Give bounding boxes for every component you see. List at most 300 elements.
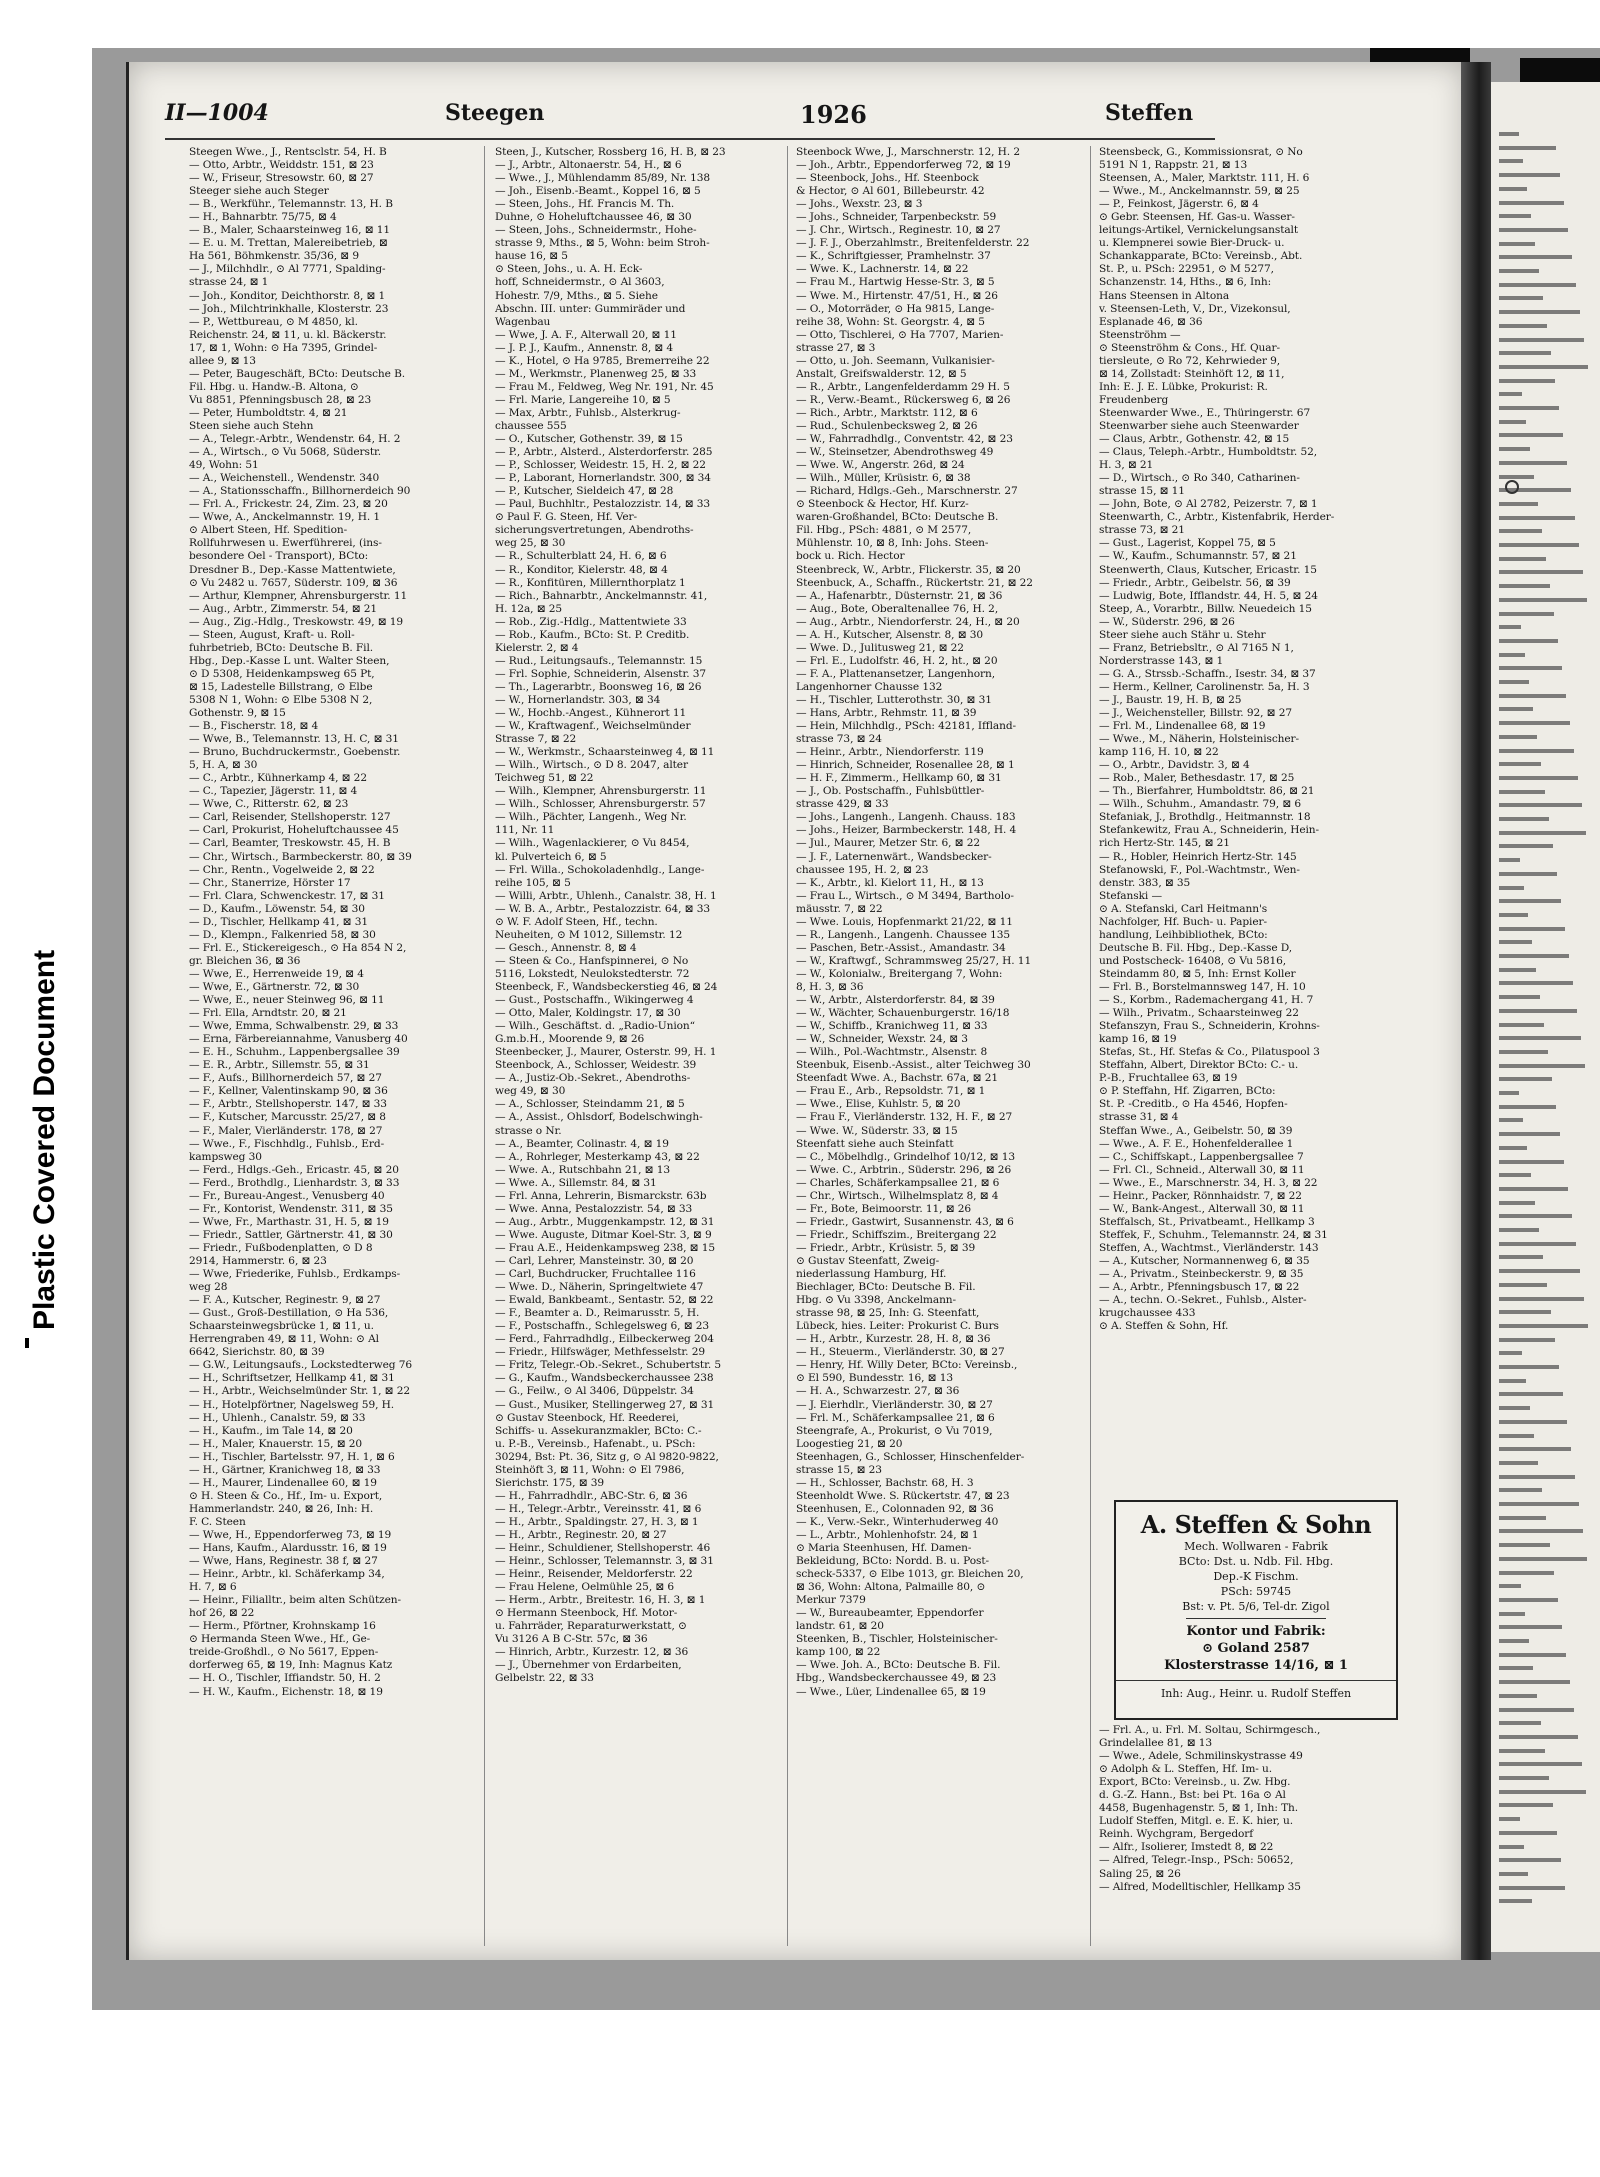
directory-entry-line: Fil. Hbg. u. Handw.-B. Altona, ⊙	[189, 380, 359, 393]
directory-entry-line: kamp 116, H. 10, ⊠ 22	[1099, 746, 1219, 759]
directory-entry-line: — Wwe. M., Hirtenstr. 47/51, H., ⊠ 26	[796, 289, 998, 302]
adjacent-page-text-fragment	[1499, 201, 1564, 205]
directory-entry-line: H. 7, ⊠ 6	[189, 1581, 237, 1594]
directory-entry-line: — Gust., Postschaffn., Wikingerweg 4	[495, 994, 694, 1007]
adjacent-page-text-fragment	[1499, 1776, 1549, 1780]
adjacent-page-text-fragment	[1499, 1187, 1568, 1191]
directory-entry-line: — H., Arbtr., Spaldingstr. 27, H. 3, ⊠ 1	[495, 1515, 699, 1528]
adjacent-page-text-fragment	[1499, 1708, 1574, 1712]
directory-entry-line: strasse 73, ⊠ 24	[796, 733, 882, 746]
adjacent-page-text-fragment	[1499, 1666, 1533, 1670]
directory-entry-line: — Carl, Prokurist, Hoheluftchaussee 45	[189, 824, 399, 837]
adjacent-page-text-fragment	[1499, 1365, 1559, 1369]
directory-entry-line: — R., Langenh., Langenh. Chaussee 135	[796, 928, 1010, 941]
directory-entry-line: — Ludwig, Bote, Ifflandstr. 44, H. 5, ⊠ 24	[1099, 589, 1318, 602]
directory-entry-line: — Max, Arbtr., Fuhlsb., Alsterkrug-	[495, 406, 681, 419]
adjacent-page-text-fragment	[1499, 762, 1541, 766]
directory-entry-line: — W. B. A., Arbtr., Pestalozzistr. 64, ⊠ 33	[495, 902, 710, 915]
directory-entry-line: — Ferd., Brothdlg., Lienhardstr. 3, ⊠ 33	[189, 1176, 400, 1189]
directory-entry-line: Steffahn, Albert, Direktor BCto: C.- u.	[1099, 1059, 1299, 1072]
adjacent-page-text-fragment	[1499, 1118, 1523, 1122]
directory-entry-line: — W., Werkmstr., Schaarsteinweg 4, ⊠ 11	[495, 746, 715, 759]
directory-entry-line: weg 28	[189, 1281, 228, 1294]
directory-entry-line: ⊙ Paul F. G. Steen, Hf. Ver-	[495, 511, 637, 524]
directory-column-1	[189, 146, 472, 1699]
directory-entry-line: — W., Hornerlandstr. 303, ⊠ 34	[495, 693, 661, 706]
directory-entry-line: — Richard, Hdlgs.-Geh., Marschnerstr. 27	[796, 485, 1018, 498]
directory-entry-line: Steffek, F., Schuhm., Telemannstr. 24, ⊠ 31	[1099, 1228, 1328, 1241]
directory-entry-line: Stefankewitz, Frau A., Schneiderin, Hein-	[1099, 824, 1319, 837]
directory-entry-line: — Wwe, Friederike, Fuhlsb., Erdkamps-	[189, 1268, 401, 1281]
directory-entry-line: ⊙ Steenbock & Hector, Hf. Kurz-	[796, 498, 969, 511]
directory-entry-line: — Friedr., Sattler, Gärtnerstr. 41, ⊠ 30	[189, 1228, 393, 1241]
directory-column-2	[495, 146, 778, 1686]
adjacent-page-text-fragment	[1499, 1598, 1558, 1602]
directory-entry-line: Dresdner B., Dep.-Kasse Mattentwiete,	[189, 563, 396, 576]
adjacent-page-text-fragment	[1499, 324, 1547, 328]
directory-entry-line: — E. R., Arbtr., Sillemstr. 55, ⊠ 31	[189, 1059, 370, 1072]
directory-entry-line: strasse 15, ⊠ 11	[1099, 485, 1185, 498]
directory-entry-line: — Frl. Marie, Langereihe 10, ⊠ 5	[495, 393, 671, 406]
directory-entry-line: — Otto, Arbtr., Weiddstr. 151, ⊠ 23	[189, 159, 374, 172]
adjacent-page-text-fragment	[1499, 639, 1558, 643]
directory-entry-line: — Peter, Humboldtstr. 4, ⊠ 21	[189, 406, 348, 419]
directory-entry-line: — R., Konfitüren, Millernthorplatz 1	[495, 576, 686, 589]
directory-entry-line: — Frl. A., Frickestr. 24, Zim. 23, ⊠ 20	[189, 498, 388, 511]
directory-entry-line: — H., Tischler, Bartelsstr. 97, H. 1, ⊠ 6	[189, 1450, 395, 1463]
directory-entry-line: — Wwe. D., Näherin, Springeltwiete 47	[495, 1281, 704, 1294]
directory-entry-line: dorferweg 65, ⊠ 19, Inh: Magnus Katz	[189, 1659, 393, 1672]
directory-entry-line: — H., Gärtner, Kranichweg 18, ⊠ 33	[189, 1463, 381, 1476]
directory-entry-line: — A., Assist., Ohlsdorf, Bodelschwingh-	[495, 1111, 703, 1124]
directory-entry-line: — Wwe., Elise, Kuhlstr. 5, ⊠ 20	[796, 1098, 961, 1111]
adjacent-page-text-fragment	[1499, 1584, 1521, 1588]
directory-entry-line: — H., Telegr.-Arbtr., Vereinsstr. 41, ⊠ 6	[495, 1502, 702, 1515]
directory-entry-line: — W., Kolonialw., Breitergang 7, Wohn:	[796, 967, 1003, 980]
adjacent-page-text-fragment	[1499, 858, 1520, 862]
book-gutter	[1461, 62, 1491, 1960]
directory-entry-line: — Heinr., Filialltr., beim alten Schützen-	[189, 1594, 401, 1607]
directory-entry-line: — Hans, Kaufm., Alardusstr. 16, ⊠ 19	[189, 1542, 387, 1555]
directory-entry-line: denstr. 383, ⊠ 35	[1099, 876, 1191, 889]
adjacent-page-text-fragment	[1499, 255, 1572, 259]
directory-entry-line: — Peter, Baugeschäft, BCto: Deutsche B.	[189, 367, 406, 380]
directory-entry-line: Steenbock Wwe, J., Marschnerstr. 12, H. 2	[796, 146, 1020, 158]
directory-entry-line: — W., Steinsetzer, Abendrothsweg 49	[796, 446, 994, 459]
directory-entry-line: — R., Hobler, Heinrich Hertz-Str. 145	[1099, 850, 1297, 863]
directory-entry-line: — H., Maurer, Lindenallee 60, ⊠ 19	[189, 1476, 377, 1489]
adjacent-page-text-fragment	[1499, 666, 1562, 670]
directory-entry-line: — Wwe. Anna, Pestalozzistr. 54, ⊠ 33	[495, 1202, 693, 1215]
directory-entry-line: 2914, Hammerstr. 6, ⊠ 23	[189, 1254, 327, 1267]
directory-entry-line: — A., Hafenarbtr., Düsternstr. 21, ⊠ 36	[796, 589, 1003, 602]
directory-entry-line: — F. A., Plattenansetzer, Langenhorn,	[796, 667, 995, 680]
directory-entry-line: — R., Arbtr., Langenfelderdamm 29 H. 5	[796, 380, 1010, 393]
directory-column-4	[1099, 146, 1399, 1333]
directory-entry-line: Bekleidung, BCto: Nordd. B. u. Post-	[796, 1555, 989, 1568]
directory-entry-line: — F., Kellner, Valentinskamp 90, ⊠ 36	[189, 1085, 388, 1098]
directory-entry-line: Hohestr. 7/9, Mths., ⊠ 5. Siehe	[495, 289, 658, 302]
directory-entry-line: strasse 15, ⊠ 23	[796, 1463, 882, 1476]
directory-entry-line: u. Fahrräder, Reparaturwerkstatt, ⊙	[495, 1620, 687, 1633]
directory-entry-line: — Carl, Lehrer, Mansteinstr. 30, ⊠ 20	[495, 1254, 694, 1267]
advertisement-box	[1114, 1500, 1398, 1720]
adjacent-page-text-fragment	[1499, 529, 1542, 533]
directory-entry-line: strasse 24, ⊠ 1	[189, 276, 269, 289]
adjacent-page-text-fragment	[1499, 516, 1575, 520]
directory-entry-line: ⊙ Adolph & L. Steffen, Hf. Im- u.	[1099, 1763, 1273, 1776]
adjacent-page-text-fragment	[1499, 1749, 1545, 1753]
directory-entry-line: — Frau M., Feldweg, Weg Nr. 191, Nr. 45	[495, 380, 714, 393]
adjacent-page-text-fragment	[1499, 1790, 1586, 1794]
directory-entry-line: — Paschen, Betr.-Assist., Amandastr. 34	[796, 941, 1006, 954]
adjacent-page-text-fragment	[1499, 132, 1519, 136]
directory-entry-line: landstr. 61, ⊠ 20	[796, 1620, 884, 1633]
adjacent-page-text-fragment	[1499, 392, 1522, 396]
directory-entry-line: — Frau F., Vierländerstr. 132, H. F., ⊠ 27	[796, 1111, 1013, 1124]
directory-entry-line: kampsweg 30	[189, 1150, 262, 1163]
directory-entry-line: — Otto, Maler, Koldingstr. 17, ⊠ 30	[495, 1007, 681, 1020]
directory-entry-line: St. P. -Creditb., ⊙ Ha 4546, Hopfen-	[1099, 1098, 1288, 1111]
directory-entry-line: — Wwe, Hans, Reginestr. 38 f, ⊠ 27	[189, 1555, 378, 1568]
directory-entry-line: — Wwe. Joh. A., BCto: Deutsche B. Fil.	[796, 1659, 1001, 1672]
adjacent-page-text-fragment	[1499, 927, 1565, 931]
directory-entry-line: Hans Steensen in Altona	[1099, 289, 1230, 302]
directory-entry-line: Langenhorner Chausse 132	[796, 680, 943, 693]
directory-entry-line: P.-B., Fruchtallee 63, ⊠ 19	[1099, 1072, 1238, 1085]
directory-entry-line: — Ferd., Hdlgs.-Geh., Ericastr. 45, ⊠ 20	[189, 1163, 399, 1176]
directory-entry-line: — Bruno, Buchdruckermstr., Goebenstr.	[189, 746, 401, 759]
adjacent-page-text-fragment	[1499, 968, 1536, 972]
directory-entry-line: strasse 9, Mths., ⊠ 5, Wohn: beim Stroh-	[495, 237, 710, 250]
directory-entry-line: — O., Motorräder, ⊙ Ha 9815, Lange-	[796, 302, 995, 315]
directory-entry-line: kamp 16, ⊠ 19	[1099, 1033, 1177, 1046]
directory-column-4-continued	[1099, 1724, 1399, 1894]
directory-entry-line: — K., Schriftgiesser, Pramhelnstr. 37	[796, 250, 991, 263]
directory-entry-line: — Carl, Buchdrucker, Fruchtallee 116	[495, 1268, 696, 1281]
directory-entry-line: ⊠ 15, Ladestelle Billstrang, ⊙ Elbe	[189, 680, 373, 693]
directory-entry-line: — K., Arbtr., kl. Kielort 11, H., ⊠ 13	[796, 876, 984, 889]
ad-rule	[1186, 1618, 1326, 1619]
directory-entry-line: — W., Kaufm., Schumannstr. 57, ⊠ 21	[1099, 550, 1297, 563]
adjacent-page-text-fragment	[1499, 1543, 1550, 1547]
directory-entry-line: Vu 8851, Pfenningsbusch 28, ⊠ 23	[189, 393, 372, 406]
directory-entry-line: Merkur 7379	[796, 1594, 866, 1607]
adjacent-page-text-fragment	[1499, 447, 1530, 451]
directory-entry-line: Herrengraben 49, ⊠ 11, Wohn: ⊙ Al	[189, 1333, 379, 1346]
directory-entry-line: — P., Laborant, Hornerlandstr. 300, ⊠ 34	[495, 472, 711, 485]
directory-entry-line: — Heinr., Arbtr., Niendorferstr. 119	[796, 746, 984, 759]
header-rule	[165, 138, 1215, 140]
directory-entry-line: — Frl. Anna, Lehrerin, Bismarckstr. 63b	[495, 1189, 707, 1202]
directory-entry-line: — H., Schlosser, Bachstr. 68, H. 3	[796, 1476, 974, 1489]
directory-entry-line: — Wwe., Adele, Schmilinskystrasse 49	[1099, 1750, 1303, 1763]
directory-entry-line: — Wwe., M., Näherin, Holsteinischer-	[1099, 733, 1299, 746]
directory-entry-line: treide-Großhdl., ⊙ No 5617, Eppen-	[189, 1646, 379, 1659]
adjacent-page-text-fragment	[1499, 817, 1549, 821]
adjacent-page-text-fragment	[1499, 269, 1539, 273]
directory-entry-line: — Herm., Arbtr., Breitestr. 16, H. 3, ⊠ 1	[495, 1594, 706, 1607]
directory-entry-line: — Frl. Willa., Schokoladenhdlg., Lange-	[495, 863, 705, 876]
directory-entry-line: Steffen, A., Wachtmst., Vierländerstr. 143	[1099, 1241, 1319, 1254]
directory-entry-line: Steenhusen, E., Colonnaden 92, ⊠ 36	[796, 1502, 994, 1515]
adjacent-page-text-fragment	[1499, 995, 1540, 999]
directory-entry-line: — Frl. M., Lindenallee 68, ⊠ 19	[1099, 720, 1266, 733]
directory-entry-line: — W., Bank-Angest., Alterwall 30, ⊠ 11	[1099, 1202, 1305, 1215]
directory-entry-line: — Heinr., Reisender, Meldorferstr. 22	[495, 1568, 693, 1581]
directory-entry-line: Esplanade 46, ⊠ 36	[1099, 315, 1203, 328]
directory-entry-line: — Wwe, B., Telemannstr. 13, H. C, ⊠ 31	[189, 733, 399, 746]
directory-entry-line: — Aug., Zig.-Hdlg., Treskowstr. 49, ⊠ 19	[189, 615, 404, 628]
directory-entry-line: — O., Kutscher, Gothenstr. 39, ⊠ 15	[495, 433, 683, 446]
adjacent-page-text-fragment	[1499, 543, 1579, 547]
directory-entry-line: — Wilh., Pächter, Langenh., Weg Nr.	[495, 811, 687, 824]
adjacent-page-text-fragment	[1499, 1488, 1542, 1492]
directory-entry-line: 5, H. A, ⊠ 30	[189, 759, 258, 772]
directory-entry-line: ⊠ 36, Wohn: Altona, Palmaille 80, ⊙	[796, 1581, 986, 1594]
directory-entry-line: — P., Schlosser, Weidestr. 15, H. 2, ⊠ 22	[495, 459, 706, 472]
adjacent-page-text-fragment	[1499, 1023, 1544, 1027]
directory-entry-line: Steenwerth, Claus, Kutscher, Ericastr. 15	[1099, 563, 1317, 576]
directory-entry-line: — Wwe, J. A. F., Alterwall 20, ⊠ 11	[495, 328, 677, 341]
adjacent-page-text-fragment	[1499, 296, 1543, 300]
directory-entry-line: — Wwe. A., Sillemstr. 84, ⊠ 31	[495, 1176, 657, 1189]
directory-entry-line: Steensen, A., Maler, Marktstr. 111, H. 6	[1099, 172, 1310, 185]
directory-entry-line: weg 25, ⊠ 30	[495, 537, 566, 550]
directory-entry-line: — Johs., Langenh., Langenh. Chauss. 183	[796, 811, 1016, 824]
adjacent-page-text-fragment	[1499, 913, 1528, 917]
directory-entry-line: — Frl. E., Ludolfstr. 46, H. 2, ht., ⊠ 20	[796, 654, 998, 667]
adjacent-page-text-fragment	[1499, 1434, 1534, 1438]
directory-entry-line: 5116, Lokstedt, Neulokstedterstr. 72	[495, 967, 690, 980]
directory-entry-line: — Ewald, Bankbeamt., Sentastr. 52, ⊠ 22	[495, 1294, 714, 1307]
directory-entry-line: — Otto, u. Joh. Seemann, Vulkanisier-	[796, 354, 995, 367]
adjacent-page-text-fragment	[1499, 1077, 1552, 1081]
directory-entry-line: — Friedr., Fußbodenplatten, ⊙ D 8	[189, 1241, 373, 1254]
directory-entry-line: Schankapparate, BCto: Vereinsb., Abt.	[1099, 250, 1303, 263]
directory-entry-line: fuhrbetrieb, BCto: Deutsche B. Fil.	[189, 641, 374, 654]
directory-entry-line: — J., Weichensteller, Billstr. 92, ⊠ 27	[1099, 707, 1292, 720]
adjacent-page-text-fragment	[1499, 1845, 1524, 1849]
directory-entry-line: ⊙ Hermanda Steen Wwe., Hf., Ge-	[189, 1633, 371, 1646]
directory-entry-line: — Wwe. W., Süderstr. 33, ⊠ 15	[796, 1124, 958, 1137]
adjacent-page-text-fragment	[1499, 1036, 1581, 1040]
directory-entry-line: — Friedr., Schiffszim., Breitergang 22	[796, 1228, 997, 1241]
directory-entry-line: — Steen, Johs., Hf. Francis M. Th.	[495, 198, 675, 211]
directory-entry-line: — Ferd., Fahrradhdlg., Eilbeckerweg 204	[495, 1333, 714, 1346]
directory-entry-line: — Wilh., Pol.-Wachtmstr., Alsenstr. 8	[796, 1046, 988, 1059]
directory-entry-line: — C., Arbtr., Kühnerkamp 4, ⊠ 22	[189, 772, 367, 785]
adjacent-page-text-fragment	[1499, 1886, 1565, 1890]
directory-entry-line: ⊙ D 5308, Heidenkampsweg 65 Pt,	[189, 667, 375, 680]
directory-entry-line: Norderstrasse 143, ⊠ 1	[1099, 654, 1224, 667]
directory-entry-line: Stefanszyn, Frau S., Schneiderin, Krohns-	[1099, 1020, 1320, 1033]
directory-entry-line: Grindelallee 81, ⊠ 13	[1099, 1737, 1213, 1750]
directory-entry-line: — J., Milchhdlr., ⊙ Al 7771, Spalding-	[189, 263, 386, 276]
directory-entry-line: ⊠ 14, Zollstadt: Steinhöft 12, ⊠ 11,	[1099, 367, 1285, 380]
directory-entry-line: — D., Klempn., Falkenried 58, ⊠ 30	[189, 928, 376, 941]
directory-entry-line: allee 9, ⊠ 13	[189, 354, 256, 367]
directory-entry-line: — Joh., Arbtr., Eppendorferweg 72, ⊠ 19	[796, 159, 1011, 172]
directory-entry-line: Steenfadt Wwe. A., Bachstr. 67a, ⊠ 21	[796, 1072, 998, 1085]
adjacent-page-text-fragment	[1499, 173, 1560, 177]
directory-entry-line: — A., Justiz-Ob.-Sekret., Abendroths-	[495, 1072, 691, 1085]
directory-entry-line: Steensbeck, G., Kommissionsrat, ⊙ No	[1099, 146, 1303, 158]
directory-entry-line: waren-Großhandel, BCto: Deutsche B.	[796, 511, 999, 524]
directory-entry-line: — John, Bote, ⊙ Al 2782, Peizerstr. 7, ⊠ 1	[1099, 498, 1318, 511]
directory-entry-line: strasse 73, ⊠ 21	[1099, 524, 1185, 537]
adjacent-page-text-fragment	[1499, 1653, 1566, 1657]
directory-entry-line: — H., Steuerm., Vierländerstr. 30, ⊠ 27	[796, 1346, 1005, 1359]
adjacent-page-text-fragment	[1499, 1557, 1587, 1561]
directory-entry-line: — Steen, August, Kraft- u. Roll-	[189, 628, 355, 641]
directory-entry-line: — G., Feilw., ⊙ Al 3406, Düppelstr. 34	[495, 1385, 694, 1398]
directory-entry-line: Steenholdt Wwe. S. Rückertstr. 47, ⊠ 23	[796, 1489, 1010, 1502]
directory-entry-line: Reichenstr. 24, ⊠ 11, u. kl. Bäckerstr.	[189, 328, 387, 341]
directory-entry-line: — W., Wächter, Schauenburgerstr. 16/18	[796, 1007, 1010, 1020]
adjacent-page-text-fragment	[1499, 1625, 1562, 1629]
ad-line: Kontor und Fabrik:	[1186, 1624, 1326, 1639]
adjacent-page-text-fragment	[1499, 803, 1582, 807]
directory-entry-line: — Wilh., Wagenlackierer, ⊙ Vu 8454,	[495, 837, 690, 850]
directory-entry-line: kamp 100, ⊠ 22	[796, 1646, 881, 1659]
directory-entry-line: — Aug., Arbtr., Muggenkampstr. 12, ⊠ 31	[495, 1215, 715, 1228]
directory-entry-line: Steeger siehe auch Steger	[189, 185, 329, 198]
adjacent-page-text-fragment	[1499, 461, 1567, 465]
adjacent-page-text-fragment	[1499, 844, 1553, 848]
adjacent-page-text-fragment	[1499, 146, 1556, 150]
directory-entry-line: — Rob., Zig.-Hdlg., Mattentwiete 33	[495, 615, 687, 628]
adjacent-page-text-fragment	[1499, 1283, 1547, 1287]
directory-entry-line: — P., Feinkost, Jägerstr. 6, ⊠ 4	[1099, 198, 1259, 211]
directory-entry-line: — R., Verw.-Beamt., Rückersweg 6, ⊠ 26	[796, 393, 1011, 406]
running-head-right: Steffen	[1105, 100, 1194, 126]
adjacent-page-text-fragment	[1499, 1009, 1577, 1013]
directory-entry-line: — Jul., Maurer, Metzer Str. 6, ⊠ 22	[796, 837, 980, 850]
directory-entry-line: 5191 N 1, Rappstr. 21, ⊠ 13	[1099, 159, 1248, 172]
directory-entry-line: Gelbelstr. 22, ⊠ 33	[495, 1672, 594, 1685]
bullet-icon	[1505, 480, 1519, 494]
directory-entry-line: kl. Pulverteich 6, ⊠ 5	[495, 850, 607, 863]
directory-entry-line: — Wilh., Geschäftst. d. „Radio-Union“	[495, 1020, 695, 1033]
adjacent-page-text-fragment	[1499, 1735, 1578, 1739]
directory-entry-line: — Alfred, Telegr.-Insp., PSch: 50652,	[1099, 1854, 1294, 1867]
adjacent-page-text-fragment	[1499, 1324, 1588, 1328]
directory-entry-line: — Wwe, E., neuer Steinweg 96, ⊠ 11	[189, 994, 385, 1007]
directory-entry-line: — H., Tischler, Lutterothstr. 30, ⊠ 31	[796, 693, 992, 706]
directory-entry-line: Kielerstr. 2, ⊠ 4	[495, 641, 579, 654]
directory-entry-line: Steenströhm —	[1099, 328, 1181, 341]
directory-entry-line: — Th., Lagerarbtr., Boonsweg 16, ⊠ 26	[495, 680, 702, 693]
directory-entry-line: Wagenbau	[495, 315, 551, 328]
directory-entry-line: Steffalsch, St., Privatbeamt., Hellkamp 3	[1099, 1215, 1315, 1228]
directory-entry-line: — Johs., Wexstr. 23, ⊠ 3	[796, 198, 923, 211]
label-mark	[25, 1338, 29, 1348]
directory-entry-line: — Wwe. A., Rutschbahn 21, ⊠ 13	[495, 1163, 670, 1176]
adjacent-page-text-fragment	[1499, 707, 1533, 711]
directory-entry-line: Steenwarth, C., Arbtr., Kistenfabrik, Herder-	[1099, 511, 1335, 524]
directory-entry-line: — Frau A.E., Heidenkampsweg 238, ⊠ 15	[495, 1241, 715, 1254]
directory-entry-line: — Frl. Cl., Schneid., Alterwall 30, ⊠ 11	[1099, 1163, 1305, 1176]
directory-entry-line: — Frl. Ella, Arndtstr. 20, ⊠ 21	[189, 1007, 347, 1020]
directory-entry-line: — Claus, Arbtr., Gothenstr. 42, ⊠ 15	[1099, 433, 1290, 446]
ad-line: BCto: Dst. u. Ndb. Fil. Hbg.	[1178, 1555, 1334, 1568]
directory-entry-line: — Wilh., Müller, Krüsistr. 6, ⊠ 38	[796, 472, 971, 485]
directory-entry-line: v. Steensen-Leth, V., Dr., Vizekonsul,	[1099, 302, 1291, 315]
page-header	[165, 100, 1235, 134]
directory-entry-line: Hbg., Wandsbeckerchaussee 49, ⊠ 23	[796, 1672, 997, 1685]
directory-entry-line: — Wwe., F., Fischhdlg., Fuhlsb., Erd-	[189, 1137, 385, 1150]
directory-entry-line: — G.W., Leitungsaufs., Lockstedterweg 76	[189, 1359, 413, 1372]
directory-entry-line: chaussee 555	[495, 419, 567, 432]
directory-entry-line: — Arthur, Klempner, Ahrensburgerstr. 11	[189, 589, 408, 602]
directory-entry-line: — Alfr., Isolierer, Imstedt 8, ⊠ 22	[1099, 1841, 1274, 1854]
directory-entry-line: — H. F., Zimmerm., Hellkamp 60, ⊠ 31	[796, 772, 1002, 785]
directory-entry-line: — Chr., Stanerrize, Hörster 17	[189, 876, 351, 889]
directory-entry-line: — Rud., Leitungsaufs., Telemannstr. 15	[495, 654, 703, 667]
directory-entry-line: — J., Arbtr., Altonaerstr. 54, H., ⊠ 6	[495, 159, 682, 172]
directory-entry-line: 5308 N 1, Wohn: ⊙ Elbe 5308 N 2,	[189, 693, 373, 706]
scan-edge-mark	[1520, 58, 1600, 84]
directory-entry-line: — Gesch., Annenstr. 8, ⊠ 4	[495, 941, 637, 954]
adjacent-page-text-fragment	[1499, 1475, 1575, 1479]
adjacent-page-text-fragment	[1499, 1529, 1583, 1533]
directory-entry-line: — H., Arbtr., Weichselmünder Str. 1, ⊠ 22	[189, 1385, 411, 1398]
directory-entry-line: — Th., Bierfahrer, Humboldtstr. 86, ⊠ 21	[1099, 785, 1315, 798]
directory-entry-line: — A., Rohrleger, Mesterkamp 43, ⊠ 22	[495, 1150, 700, 1163]
directory-entry-line: — H. O., Tischler, Iffiandstr. 50, H. 2	[189, 1672, 381, 1685]
adjacent-page-text-fragment	[1499, 420, 1526, 424]
directory-entry-line: — D., Kaufm., Löwenstr. 54, ⊠ 30	[189, 902, 365, 915]
adjacent-page-text-fragment	[1499, 1392, 1563, 1396]
directory-entry-line: strasse 98, ⊠ 25, Inh: G. Steenfatt,	[796, 1307, 980, 1320]
directory-entry-line: Steffan Wwe., A., Geibelstr. 50, ⊠ 39	[1099, 1124, 1293, 1137]
directory-entry-line: strasse 27, ⊠ 3	[796, 341, 876, 354]
directory-entry-line: — Herm., Kellner, Carolinenstr. 5a, H. 3	[1099, 680, 1310, 693]
adjacent-page-text-fragment	[1499, 899, 1561, 903]
directory-entry-line: — Carl, Beamter, Treskowstr. 45, H. B	[189, 837, 391, 850]
directory-entry-line: — Wwe. C., Arbtrin., Süderstr. 296, ⊠ 26	[796, 1163, 1012, 1176]
directory-entry-line: — Fr., Bureau-Angest., Venusberg 40	[189, 1189, 385, 1202]
directory-entry-line: ⊙ A. Stefanski, Carl Heitmann's	[1099, 902, 1268, 915]
adjacent-page-text-fragment	[1499, 584, 1550, 588]
directory-entry-line: — Frau L., Wirtsch., ⊙ M 3494, Bartholo-	[796, 889, 1014, 902]
directory-entry-line: — B., Maler, Schaarsteinweg 16, ⊠ 11	[189, 224, 391, 237]
directory-entry-line: strasse 429, ⊠ 33	[796, 798, 889, 811]
adjacent-page-text-fragment	[1499, 694, 1566, 698]
directory-entry-line: ⊙ Steenströhm & Cons., Hf. Quar-	[1099, 341, 1280, 354]
directory-entry-line: — Hans, Arbtr., Rehmstr. 11, ⊠ 39	[796, 707, 977, 720]
adjacent-page-text-fragment	[1499, 228, 1568, 232]
adjacent-page-text-fragment	[1499, 1516, 1546, 1520]
directory-entry-line: ⊙ Albert Steen, Hf. Spedition-	[189, 524, 348, 537]
directory-entry-line: — W., Kraftwagenf., Weichselmünder	[495, 720, 691, 733]
directory-entry-line: Steenfatt siehe auch Steinfatt	[796, 1137, 954, 1150]
directory-entry-line: 8, H. 3, ⊠ 36	[796, 981, 864, 993]
adjacent-page-text-fragment	[1499, 379, 1555, 383]
directory-entry-line: u. Klempnerei sowie Bier-Druck- u.	[1099, 237, 1285, 250]
directory-entry-line: Hbg. ⊙ Vu 3398, Anckelmann-	[796, 1294, 957, 1307]
directory-entry-line: — Erna, Färbereiannahme, Vanusberg 40	[189, 1033, 408, 1046]
directory-entry-line: — H. W., Kaufm., Eichenstr. 18, ⊠ 19	[189, 1685, 383, 1698]
directory-entry-line: — Rich., Bahnarbtr., Anckelmannstr. 41,	[495, 589, 708, 602]
page-year: 1926	[800, 100, 867, 129]
directory-entry-line: F. C. Steen	[189, 1515, 246, 1528]
directory-entry-line: — H., Bahnarbtr. 75/75, ⊠ 4	[189, 211, 337, 224]
directory-entry-line: reihe 105, ⊠ 5	[495, 876, 571, 889]
directory-entry-line: d. G.-Z. Hann., Bst: bei Pt. 16a ⊙ Al	[1099, 1789, 1286, 1802]
directory-entry-line: — G., Kaufm., Wandsbeckerchaussee 238	[495, 1372, 714, 1385]
